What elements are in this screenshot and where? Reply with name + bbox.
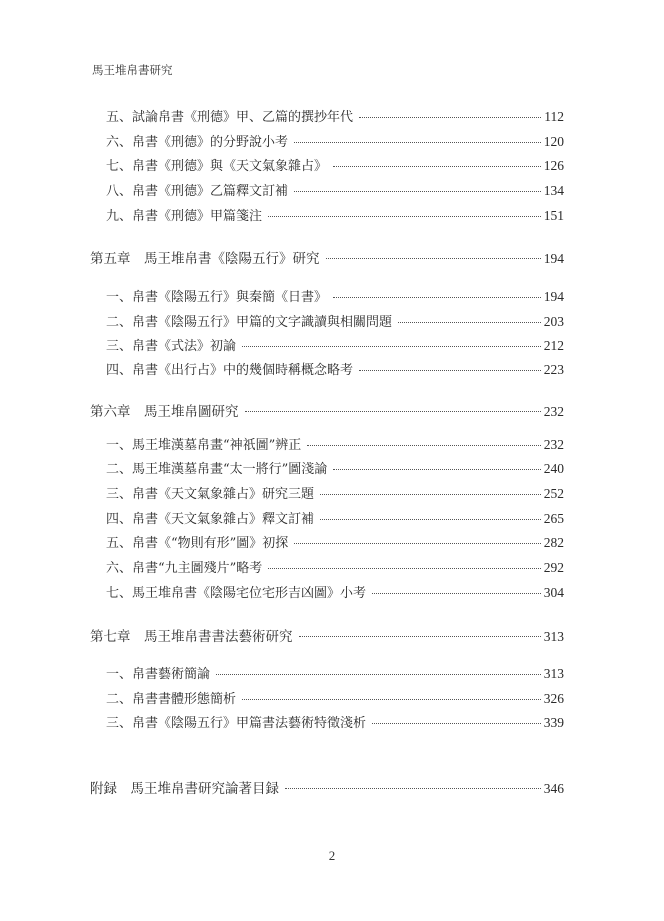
- toc-entry-title: 五、試論帛書《刑德》甲、乙篇的撰抄年代: [106, 110, 354, 125]
- toc-appendix[interactable]: [90, 777, 564, 797]
- toc-page-number: 194: [543, 289, 564, 304]
- toc-page-number: 265: [543, 511, 564, 526]
- toc-page-number: 112: [544, 109, 564, 124]
- leader-dots: [333, 297, 541, 298]
- chapter-title: 第五章 馬王堆帛書《陰陽五行》研究: [90, 251, 320, 267]
- toc-entry-title: 二、帛書《陰陽五行》甲篇的文字識讀與相關問題: [106, 315, 393, 330]
- toc-entry-title: 二、帛書書體形態簡析: [106, 692, 237, 707]
- toc-entry[interactable]: [106, 335, 564, 355]
- toc-page-number: 151: [543, 208, 564, 223]
- leader-dots: [245, 411, 541, 412]
- leader-dots: [320, 519, 541, 520]
- toc-entry-title: 三、帛書《陰陽五行》甲篇書法藝術特徵淺析: [106, 716, 367, 731]
- toc-entry[interactable]: [106, 582, 564, 602]
- leader-dots: [285, 788, 541, 789]
- chapter-title: 第六章 馬王堆帛圖研究: [90, 404, 239, 420]
- leader-dots: [268, 216, 541, 217]
- toc-entry-title: 五、帛書《“物則有形”圖》初探: [106, 536, 289, 551]
- toc-page-number: 223: [543, 362, 564, 377]
- toc-page-number: 232: [543, 404, 564, 419]
- toc-entry-title: 二、馬王堆漢墓帛畫“太一將行”圖淺論: [106, 462, 328, 477]
- leader-dots: [333, 166, 541, 167]
- toc-entry[interactable]: [106, 205, 564, 225]
- toc-page-number: 212: [543, 338, 564, 353]
- chapter-title: 第七章 馬王堆帛書書法藝術研究: [90, 629, 293, 645]
- toc-page-number: 326: [543, 691, 564, 706]
- page-number: 2: [328, 848, 336, 863]
- toc-chapter-6[interactable]: [90, 400, 564, 420]
- toc-entry[interactable]: [106, 483, 564, 503]
- leader-dots: [326, 258, 541, 259]
- toc-entry[interactable]: [106, 663, 564, 683]
- toc-entry-title: 九、帛書《刑德》甲篇箋注: [106, 209, 263, 224]
- toc-page-number: 240: [543, 461, 564, 476]
- toc-page-number: 282: [543, 535, 564, 550]
- toc-entry[interactable]: [106, 458, 564, 478]
- toc-page-number: 203: [543, 314, 564, 329]
- toc-entry-title: 三、帛書《式法》初論: [106, 339, 237, 354]
- toc-chapter-7[interactable]: [90, 625, 564, 645]
- toc-page-number: 252: [543, 486, 564, 501]
- toc-page-number: 313: [543, 629, 564, 644]
- toc-entry-title: 六、帛書《刑德》的分野說小考: [106, 135, 289, 150]
- toc-entry-title: 六、帛書“九主圖殘片”略考: [106, 561, 263, 576]
- toc-entry[interactable]: [106, 712, 564, 732]
- running-header: 馬王堆帛書研究: [92, 63, 173, 77]
- leader-dots: [359, 370, 541, 371]
- toc-entry[interactable]: [106, 508, 564, 528]
- leader-dots: [242, 699, 541, 700]
- toc-entry-title: 八、帛書《刑德》乙篇釋文訂補: [106, 184, 289, 199]
- toc-page-number: 134: [543, 183, 564, 198]
- toc-entry-title: 四、帛書《出行占》中的幾個時稱概念略考: [106, 363, 354, 378]
- leader-dots: [216, 674, 541, 675]
- toc-entry[interactable]: [106, 131, 564, 151]
- leader-dots: [372, 723, 541, 724]
- toc-page-number: 194: [543, 251, 564, 266]
- toc-entry[interactable]: [106, 434, 564, 454]
- toc-chapter-5[interactable]: [90, 247, 564, 267]
- toc-entry[interactable]: [106, 155, 564, 175]
- toc-page-number: 339: [543, 715, 564, 730]
- toc-page-number: 232: [543, 437, 564, 452]
- toc-entry[interactable]: [106, 106, 564, 126]
- toc-entry-title: 一、馬王堆漢墓帛畫“神祇圖”辨正: [106, 438, 302, 453]
- leader-dots: [294, 543, 540, 544]
- toc-entry-title: 四、帛書《天文氣象雜占》釋文訂補: [106, 512, 315, 527]
- toc-entry[interactable]: [106, 311, 564, 331]
- leader-dots: [398, 322, 541, 323]
- appendix-title: 附録 馬王堆帛書研究論著目録: [90, 781, 279, 797]
- toc-entry[interactable]: [106, 532, 564, 552]
- toc-page-number: 120: [543, 134, 564, 149]
- leader-dots: [333, 469, 540, 470]
- toc-page-number: 292: [543, 560, 564, 575]
- leader-dots: [294, 142, 541, 143]
- toc-entry-title: 七、帛書《刑德》與《天文氣象雜占》: [106, 159, 328, 174]
- leader-dots: [242, 346, 541, 347]
- toc-page-number: 346: [543, 781, 564, 796]
- leader-dots: [372, 593, 541, 594]
- toc-page-number: 313: [543, 666, 564, 681]
- toc-entry[interactable]: [106, 286, 564, 306]
- toc-entry[interactable]: [106, 180, 564, 200]
- toc-entry-title: 一、帛書《陰陽五行》與秦簡《日書》: [106, 290, 328, 305]
- leader-dots: [268, 568, 540, 569]
- leader-dots: [299, 636, 541, 637]
- leader-dots: [307, 445, 540, 446]
- leader-dots: [294, 191, 541, 192]
- toc-page-number: 304: [543, 585, 564, 600]
- toc-entry-title: 七、馬王堆帛書《陰陽宅位宅形吉凶圖》小考: [106, 586, 367, 601]
- toc-entry[interactable]: [106, 359, 564, 379]
- leader-dots: [359, 117, 541, 118]
- toc-entry-title: 一、帛書藝術簡論: [106, 667, 211, 682]
- toc-entry[interactable]: [106, 688, 564, 708]
- toc-entry[interactable]: [106, 557, 564, 577]
- toc-page-number: 126: [543, 158, 564, 173]
- toc-entry-title: 三、帛書《天文氣象雜占》研究三題: [106, 487, 315, 502]
- leader-dots: [320, 494, 541, 495]
